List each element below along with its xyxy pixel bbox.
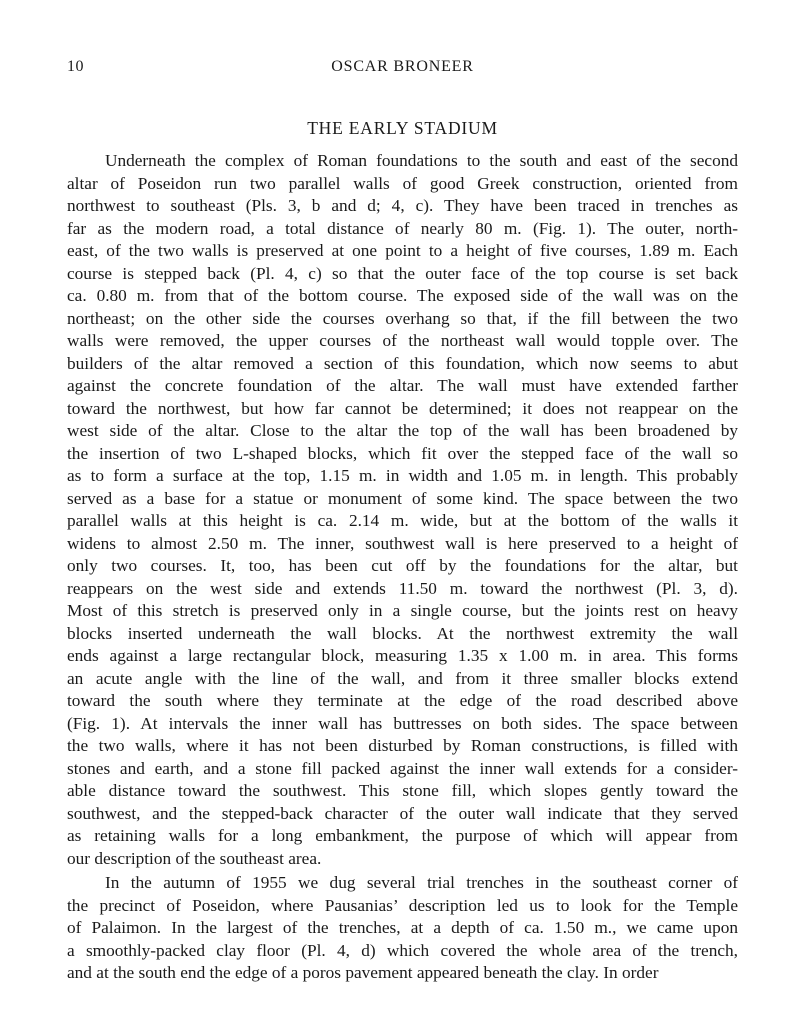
text-line: widens to almost 2.50 m. The inner, southwest wall is here preserved to a height of (67, 533, 738, 553)
text-line: of Palaimon. In the largest of the trenches, at a depth of ca. 1.50 m., we came upon (67, 918, 738, 937)
text-line: In the autumn of 1955 we dug several trial trenches in the southeast corner of (105, 873, 738, 892)
text-line: walls were removed, the upper courses of the northeast wall would topple over. The (67, 331, 738, 350)
text-line: able distance toward the southwest. This stone fill, which slopes gently toward the (67, 781, 738, 800)
section-title: THE EARLY STADIUM (307, 118, 498, 138)
text-line: only two courses. It, too, has been cut off by the foundations for the altar, but (67, 556, 738, 575)
text-line: as retaining walls for a long embankment, the purpose of which will appear from (67, 826, 738, 845)
text-line: southwest, and the stepped-back character of the outer wall indicate that they served (67, 803, 738, 823)
text-line: a smoothly-packed clay floor (Pl. 4, d) which covered the whole area of the trench, (67, 940, 738, 960)
text-line: northeast; on the other side the courses overhang so that, if the fill between the two (67, 308, 738, 328)
text-line: the two walls, where it has not been disturbed by Roman constructions, is filled with (67, 736, 738, 755)
text-line: served as a base for a statue or monument of some kind. The space between the two (67, 488, 738, 508)
text-line: west side of the altar. Close to the altar the top of the wall has been broadened by (67, 421, 738, 440)
text-line: northwest to southeast (Pls. 3, b and d; 4, c). They have been traced in trenches as (67, 196, 738, 215)
text-line: altar of Poseidon run two parallel walls of good Greek construction, oriented from (67, 173, 738, 193)
text-line: toward the northwest, but how far cannot be determined; it does not reappear on the (67, 398, 738, 418)
text-line: east, of the two walls is preserved at one point to a height of five courses, 1.89 m. Each (67, 241, 738, 260)
text-line: an acute angle with the line of the wall, and from it three smaller blocks extend (67, 668, 738, 688)
text-line: parallel walls at this height is ca. 2.14 m. wide, but at the bottom of the walls it (67, 511, 738, 530)
text-line: ends against a large rectangular block, measuring 1.35 x 1.00 m. in area. This forms (67, 646, 738, 665)
text-line: Most of this stretch is preserved only in a single course, but the joints rest on heavy (67, 601, 738, 620)
text-line: the insertion of two L-shaped blocks, which fit over the stepped face of the wall so (67, 443, 738, 463)
text-line: toward the south where they terminate at the edge of the road described above (67, 691, 738, 710)
text-line: Underneath the complex of Roman foundations to the south and east of the second (105, 151, 738, 170)
text-line: (Fig. 1). At intervals the inner wall has buttresses on both sides. The space between (67, 713, 738, 733)
text-line: the precinct of Poseidon, where Pausanias’ description led us to look for the Temple (67, 895, 738, 915)
running-head: OSCAR BRONEER (331, 58, 474, 75)
text-line: blocks inserted underneath the wall blocks. At the northwest extremity the wall (67, 623, 738, 643)
page-number: 10 (67, 58, 84, 75)
text-line: reappears on the west side and extends 11.50 m. toward the northwest (Pl. 3, d). (67, 578, 738, 598)
text-line: against the concrete foundation of the altar. The wall must have extended farther (67, 376, 738, 395)
paragraph-2 (67, 872, 738, 985)
text-line: far as the modern road, a total distance of nearly 80 m. (Fig. 1). The outer, north- (67, 218, 738, 238)
text-line: builders of the altar removed a section of this foundation, which now seems to abut (67, 353, 738, 373)
paragraph-1 (67, 150, 738, 870)
body-text (67, 150, 738, 985)
text-line: our description of the southeast area. (67, 848, 322, 868)
page-header (67, 58, 738, 80)
text-line: ca. 0.80 m. from that of the bottom course. The exposed side of the wall was on the (67, 286, 738, 305)
text-line: stones and earth, and a stone fill packed against the inner wall extends for a consider- (67, 758, 738, 778)
text-line: course is stepped back (Pl. 4, c) so that the outer face of the top course is set back (67, 263, 738, 283)
text-line: as to form a surface at the top, 1.15 m. in width and 1.05 m. in length. This probably (67, 466, 738, 485)
text-line: and at the south end the edge of a poros pavement appeared beneath the clay. In order (67, 963, 659, 982)
